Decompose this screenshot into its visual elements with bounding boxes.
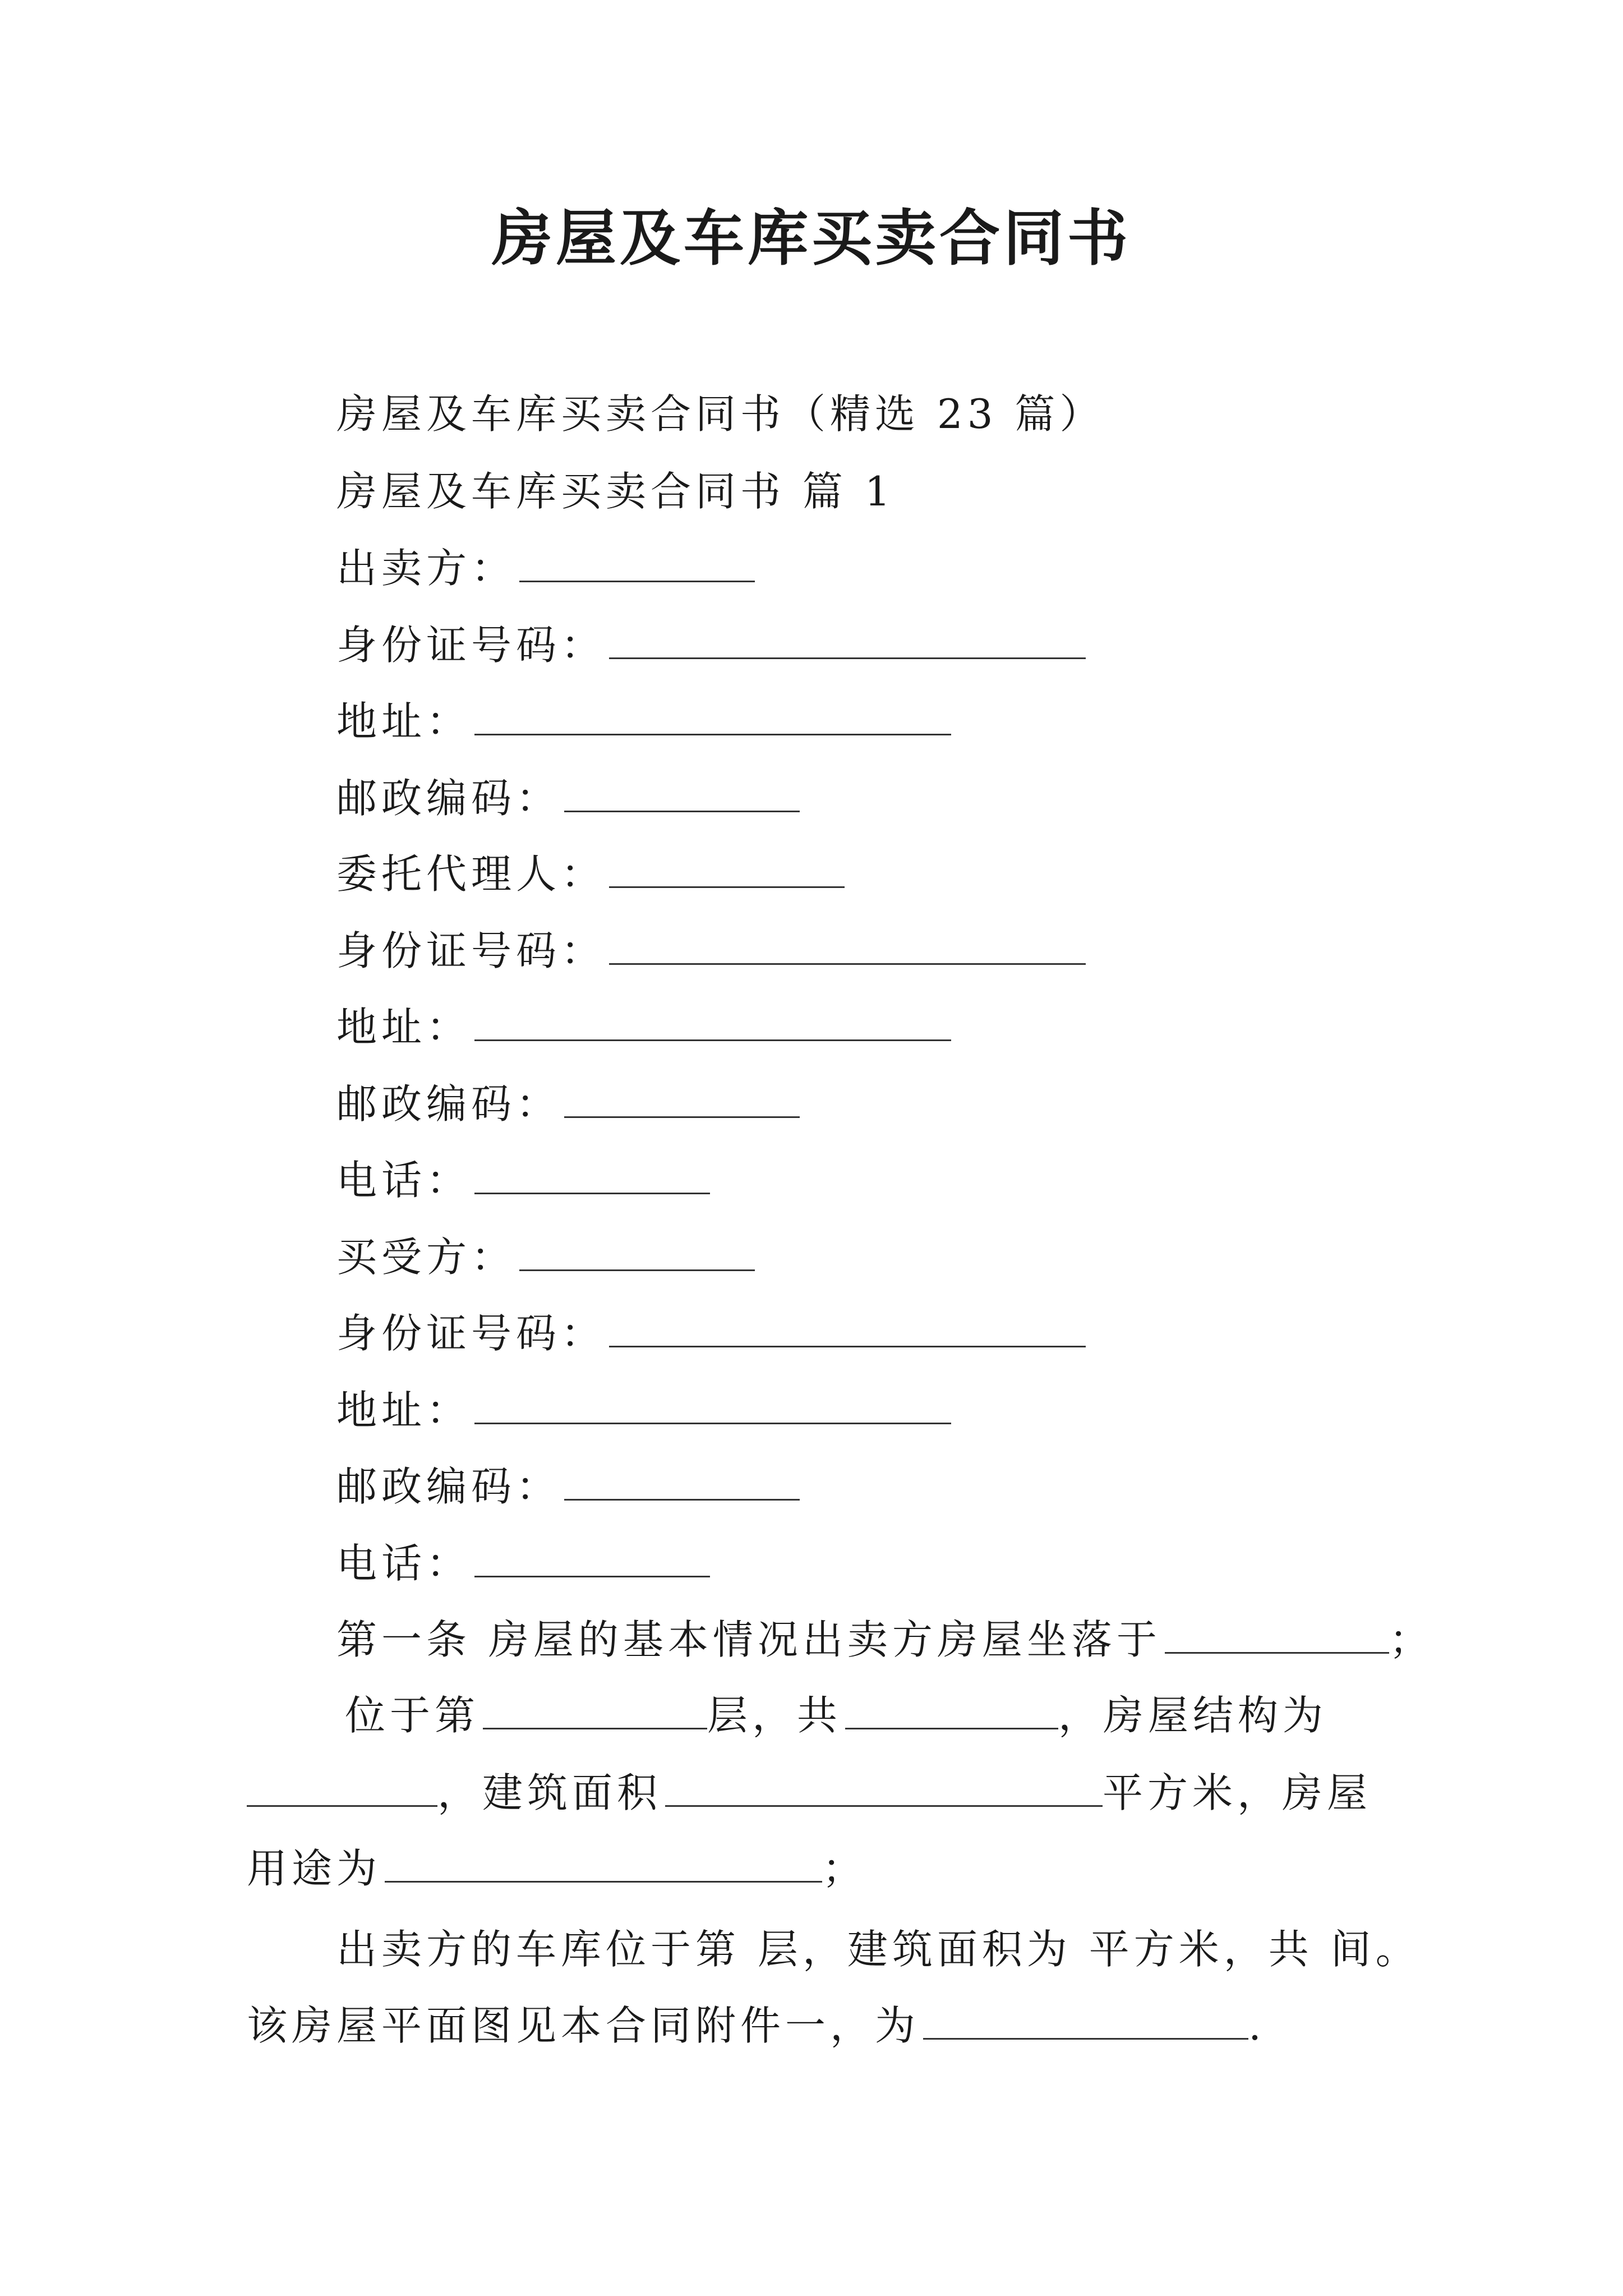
buyer-field: [336, 1229, 755, 1285]
buyer-phone-field: [336, 1535, 710, 1591]
seller-blank[interactable]: [519, 544, 755, 582]
buyer-address-label: 地址：: [336, 1387, 472, 1434]
buyer-postcode-field: [336, 1458, 800, 1515]
buyer-address-blank[interactable]: [474, 1386, 951, 1424]
floor-plan-text: 该房屋平面图见本合同附件一，为: [247, 2002, 920, 2049]
agent-postcode-label: 邮政编码：: [336, 1080, 561, 1128]
buyer-phone-blank[interactable]: [474, 1539, 710, 1577]
agent-address-label: 地址：: [336, 1004, 472, 1051]
agent-phone-blank[interactable]: [474, 1156, 710, 1194]
agent-phone-label: 电话：: [336, 1157, 472, 1204]
usage-text: 用途为: [247, 1845, 382, 1892]
floor-plan-blank[interactable]: [923, 2001, 1248, 2040]
usage-blank[interactable]: [385, 1844, 822, 1883]
buyer-phone-label: 电话：: [336, 1540, 472, 1587]
seller-address-blank[interactable]: [474, 697, 951, 735]
seller-address-field: [336, 693, 951, 749]
section-heading: 房屋及车库买卖合同书 篇 1: [336, 468, 895, 515]
buyer-postcode-label: 邮政编码：: [336, 1463, 561, 1510]
area-text: ，建筑面积: [437, 1769, 662, 1816]
agent-id-label: 身份证号码：: [336, 927, 606, 974]
seller-id-blank[interactable]: [609, 620, 1086, 659]
article1-line4: [247, 1841, 867, 1897]
agent-field: [336, 846, 845, 902]
seller-label: 出卖方：: [336, 545, 517, 592]
garage-line1: 出卖方的车库位于第 层，建筑面积为 平方米，共 间。: [336, 1926, 1421, 1973]
seller-postcode-blank[interactable]: [564, 774, 800, 812]
seller-field: [336, 540, 755, 596]
buyer-label: 买受方：: [336, 1234, 517, 1281]
location-blank[interactable]: [1165, 1615, 1389, 1654]
agent-postcode-blank[interactable]: [564, 1079, 800, 1118]
article1-line1-end: ；: [1389, 1616, 1434, 1663]
buyer-id-label: 身份证号码：: [336, 1310, 606, 1357]
buyer-postcode-blank[interactable]: [564, 1462, 800, 1501]
seller-address-label: 地址：: [336, 698, 472, 745]
agent-label: 委托代理人：: [336, 850, 606, 898]
structure-text: ，房屋结构为: [1058, 1692, 1328, 1739]
agent-postcode-field: [336, 1076, 800, 1132]
seller-id-label: 身份证号码：: [336, 622, 606, 669]
garage-line2: [247, 1998, 1266, 2054]
document-subtitle: 房屋及车库买卖合同书（精选 23 篇）: [336, 390, 1105, 438]
agent-id-blank[interactable]: [609, 926, 1086, 965]
seller-postcode-field: [336, 770, 800, 826]
seller-postcode-label: 邮政编码：: [336, 775, 561, 822]
article1-line4-end: ；: [822, 1845, 868, 1892]
area-unit-text: 平方米，房屋: [1103, 1769, 1372, 1816]
agent-phone-field: [336, 1152, 710, 1208]
agent-id-field: [336, 923, 1086, 979]
buyer-id-field: [336, 1305, 1086, 1361]
floor-blank[interactable]: [483, 1691, 707, 1729]
article1-location-text: 第一条 房屋的基本情况出卖方房屋坐落于: [336, 1616, 1161, 1663]
article1-line1: [336, 1612, 1434, 1668]
seller-id-field: [336, 617, 1086, 673]
buyer-blank[interactable]: [519, 1232, 755, 1271]
article1-line3: [247, 1765, 1372, 1821]
agent-address-field: [336, 999, 951, 1055]
buyer-id-blank[interactable]: [609, 1309, 1086, 1347]
agent-address-blank[interactable]: [474, 1002, 951, 1041]
floor-text: 位于第: [345, 1692, 480, 1739]
article1-line2: [345, 1687, 1327, 1743]
buyer-address-field: [336, 1382, 951, 1438]
agent-blank[interactable]: [609, 849, 845, 888]
area-blank[interactable]: [665, 1768, 1103, 1807]
document-title: 房屋及车库买卖合同书: [491, 203, 1131, 274]
garage-line2-end: .: [1248, 2002, 1266, 2049]
structure-blank[interactable]: [247, 1768, 437, 1807]
total-floors-text: 层，共: [707, 1692, 842, 1739]
total-floors-blank[interactable]: [845, 1691, 1058, 1729]
